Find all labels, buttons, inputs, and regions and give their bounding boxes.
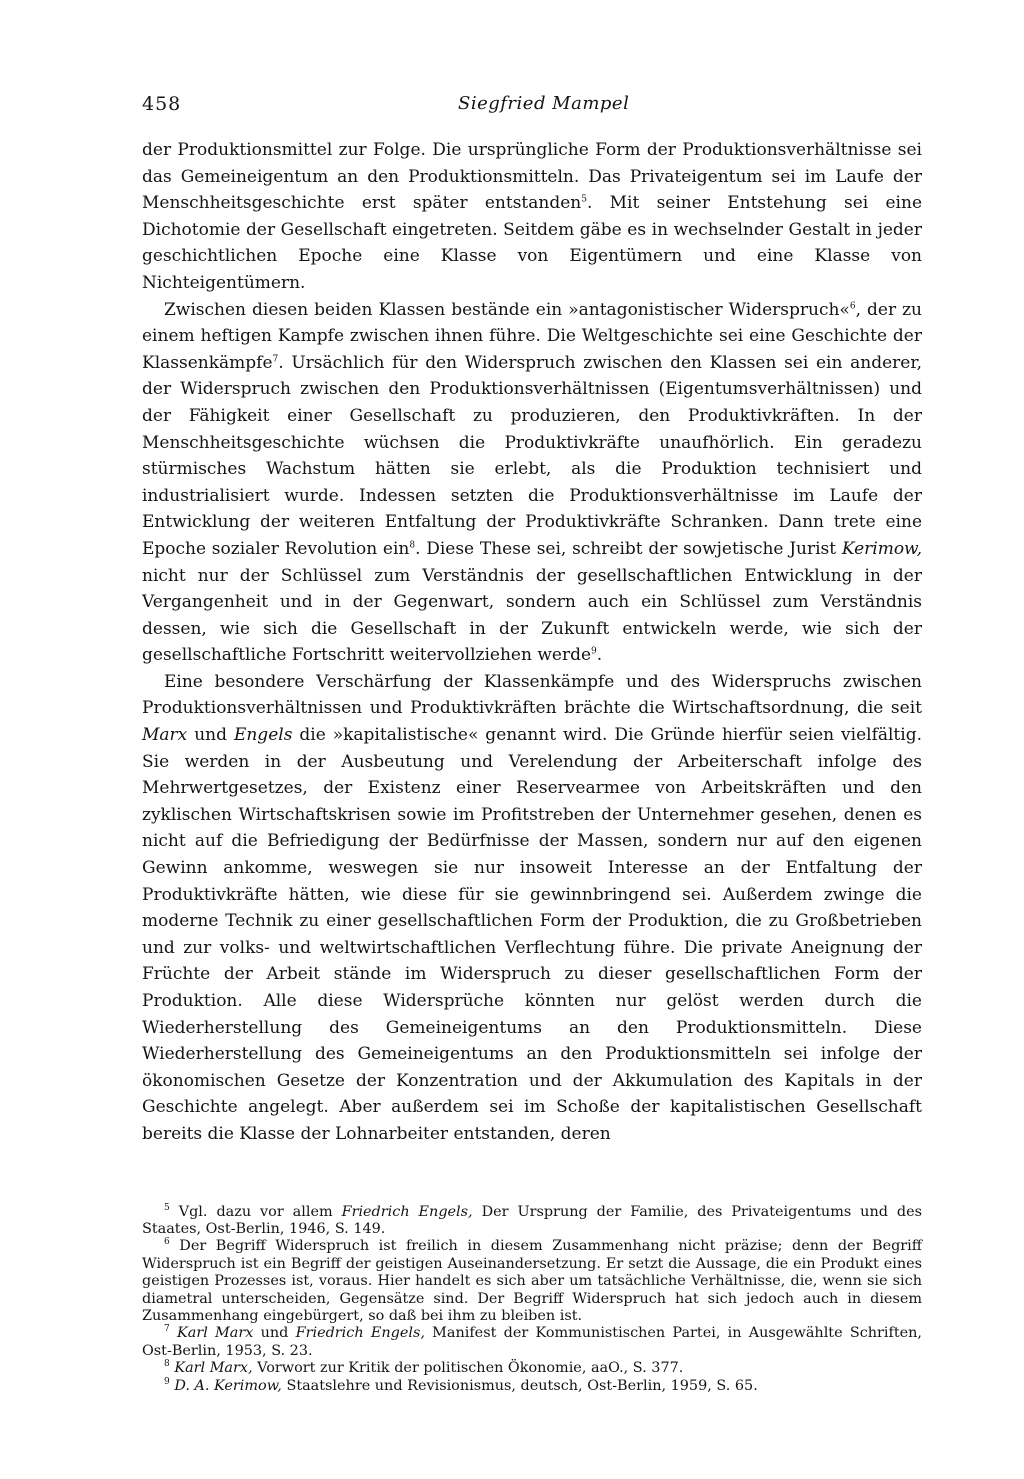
author-name: Karl Marx, — [174, 1360, 253, 1377]
footnotes — [142, 1204, 922, 1395]
footnote: $^8$ Karl Marx, Vorwort zur Kritik der politischen Ökonomie, aaO., S. 377. — [164, 1359, 684, 1377]
author-name: Marx — [142, 725, 188, 746]
footnote-ref[interactable]: 8 — [409, 540, 416, 551]
footnote-ref[interactable]: 7 — [272, 354, 279, 365]
running-head — [142, 93, 922, 123]
paragraph: Eine besondere Verschärfung der Klassenkämpfe und des Widerspruchs zwischen Produktionsverhältnissen und Produktivkräften brächte die Wirtschaftsordnung, die seit Marx und Engels die »kapitalistische« genannt wird. Die Gründe hierfür seien vielfältig. Sie werden in der Ausbeutung und Verelendung der Arbeiterschaft infolge des Mehrwertgesetzes, der Existenz einer Reservearmee von Arbeitskräften und den zyklischen Wirtschaftskrisen sowie im Profitstreben der Unternehmer gesehen, denen es nicht auf die Befriedigung der Bedürfnisse der Massen, sondern nur auf den eigenen Gewinn ankomme, weswegen sie nur insoweit Interesse an der Entfaltung der Produktivkräfte hätten, wie diese für sie gewinnbringend sei. Außerdem zwinge die moderne Technik zu einer gesellschaftlichen Form der Produktion, die zu Großbetrieben und zur volks- und weltwirtschaftlichen Verflechtung führe. Die private Aneignung der Früchte der Arbeit stände im Widerspruch zu dieser gesellschaftlichen Form der Produktion. Alle diese Widersprüche könnten nur gelöst werden durch die Wiederherstellung des Gemeineigentums an den Produktionsmitteln. Diese Wiederherstellung des Gemeineigentums an den Produktionsmitteln sei infolge der ökonomischen Gesetze der Konzentration und der Akkumulation des Kapitals in der Geschichte angelegt. Aber außerdem sei im Schoße der kapitalistischen Gesellschaft bereits die Klasse der Lohnarbeiter entstanden, deren — [142, 671, 922, 1144]
running-head-author: Siegfried Mampel — [458, 93, 630, 114]
author-name: Friedrich Engels, — [295, 1325, 425, 1342]
footnote-ref[interactable]: 5 — [581, 194, 587, 205]
footnote: $^7$ Karl Marx und Friedrich Engels, Manifest der Kommunistischen Partei, in Ausgewählte Schriften, Ost-Berlin, 1953, S. 23. — [142, 1324, 922, 1359]
footnote: $^5$ Vgl. dazu vor allem Friedrich Engels, Der Ursprung der Familie, des Privateigentums und des Staates, Ost-Berlin, 1946, S. 149. — [142, 1202, 922, 1237]
page-number: 458 — [142, 93, 182, 115]
footnote: $^6$ Der Begriff Widerspruch ist freilich in diesem Zusammenhang nicht präzise; denn der Begriff Widerspruch ist ein Begriff der geistigen Auseinandersetzung. Er setzt die Aussage, die ein Produkt eines geistigen Prozesses ist, voraus. Hier handelt es sich aber um tatsächliche Verhältnisse, die, wenn sie sich diametral unterscheiden, Gegensätze sind. Der Begriff Widerspruch hat sich jedoch auch in diesem Zusammenhang eingebürgert, so daß bei ihm zu bleiben ist. — [142, 1237, 922, 1324]
author-name: D. A. Kerimow, — [174, 1377, 282, 1394]
footnote-number: 5 — [164, 1202, 170, 1213]
page-content — [142, 93, 922, 1395]
author-name: Karl Marx — [176, 1325, 254, 1342]
footnote-number: 6 — [164, 1237, 170, 1248]
author-name: Engels — [233, 725, 293, 746]
body-text — [142, 137, 922, 1148]
paragraph: Zwischen diesen beiden Klassen bestände ein »antagonistischer Widerspruch«$^6$, der zu einem heftigen Kampfe zwischen ihnen führe. Die Weltgeschichte sei eine Geschichte der Klassenkämpfe$^7$. Ursächlich für den Widerspruch zwischen den Klassen sei ein anderer, der Widerspruch zwischen den Produktionsverhältnissen (Eigentumsverhältnissen) und der Fähigkeit einer Gesellschaft zu produzieren, den Produktivkräften. In der Menschheitsgeschichte wüchsen die Produktivkräfte unaufhörlich. Ein geradezu stürmisches Wachstum hätten sie erlebt, als die Produktion technisiert und industrialisiert wurde. Indessen setzten die Produktionsverhältnisse im Laufe der Entwicklung der weiteren Entfaltung der Produktivkräfte Schranken. Dann trete eine Epoche sozialer Revolution ein$^8$. Diese These sei, schreibt der sowjetische Jurist Kerimow, nicht nur der Schlüssel zum Verständnis der gesellschaftlichen Entwicklung in der Vergangenheit und in der Gegenwart, sondern auch ein Schlüssel zum Verständnis dessen, wie sich die Gesellschaft in der Zukunft entwickeln werde, wie sich der gesellschaftliche Fortschritt weitervollziehen werde$^9$. — [142, 299, 923, 666]
footnote-ref[interactable]: 9 — [591, 646, 597, 657]
paragraph: der Produktionsmittel zur Folge. Die ursprüngliche Form der Produktionsverhältnisse sei das Gemeineigentum an den Produktionsmitteln. Das Privateigentum sei im Laufe der Menschheitsgeschichte erst später entstanden$^5$. Mit seiner Entstehung sei eine Dichotomie der Gesellschaft eingetreten. Seitdem gäbe es in wechselnder Gestalt in jeder geschichtlichen Epoche eine Klasse von Eigentümern und eine Klasse von Nichteigentümern. — [142, 140, 923, 293]
footnote: $^9$ D. A. Kerimow, Staatslehre und Revisionismus, deutsch, Ost-Berlin, 1959, S. 65. — [164, 1376, 758, 1394]
footnote-number: 9 — [164, 1376, 170, 1387]
footnote-number: 7 — [164, 1324, 170, 1335]
footnote-number: 8 — [164, 1359, 170, 1370]
author-name: Kerimow, — [841, 538, 922, 559]
author-name: Friedrich Engels, — [341, 1203, 473, 1220]
footnote-ref[interactable]: 6 — [849, 300, 856, 311]
